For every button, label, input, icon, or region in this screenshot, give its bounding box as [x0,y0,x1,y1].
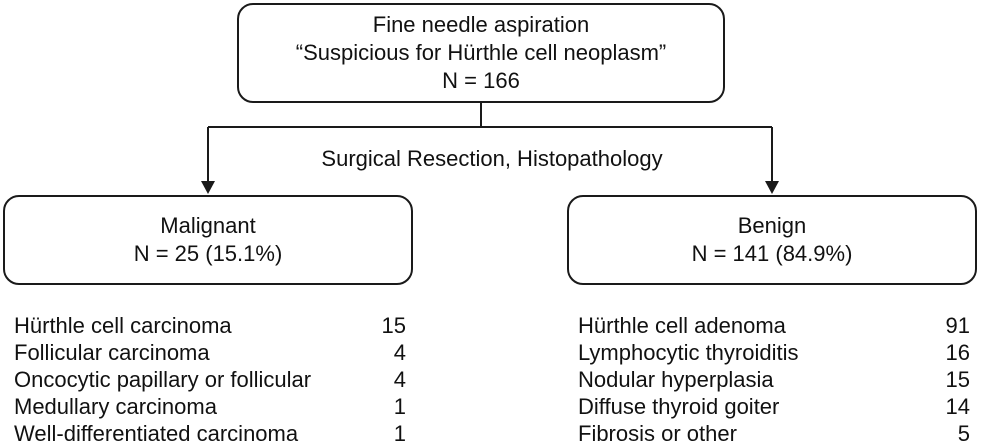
item-label: Medullary carcinoma [14,394,217,419]
item-count: 15 [945,367,970,392]
item-label: Hürthle cell carcinoma [14,313,232,338]
fna-diagnosis: “Suspicious for Hürthle cell neoplasm” [295,40,667,65]
benign-node [567,195,977,285]
list-item [14,420,406,447]
left-arrowhead-icon [201,181,215,194]
item-label: Hürthle cell adenoma [578,313,786,338]
benign-list [578,312,970,447]
list-item [578,312,970,339]
list-item [14,366,406,393]
item-label: Nodular hyperplasia [578,367,774,392]
list-item [578,393,970,420]
item-label: Fibrosis or other [578,421,737,446]
item-label: Lymphocytic thyroiditis [578,340,799,365]
benign-count: N = 141 (84.9%) [691,241,853,266]
item-count: 91 [945,313,970,338]
item-label: Well-differentiated carcinoma [14,421,299,446]
item-count: 1 [393,421,406,446]
list-item [578,366,970,393]
edge-label: Surgical Resection, Histopathology [321,146,663,171]
list-item [14,393,406,420]
list-item [14,339,406,366]
malignant-list [14,312,406,447]
item-count: 15 [381,313,406,338]
fna-count: N = 166 [442,68,520,93]
item-label: Diffuse thyroid goiter [578,394,780,419]
malignant-title: Malignant [160,213,256,238]
list-item [578,339,970,366]
malignant-node [3,195,413,285]
item-count: 4 [393,340,406,365]
list-item [578,420,970,447]
item-label: Follicular carcinoma [14,340,210,365]
item-count: 1 [393,394,406,419]
benign-title: Benign [737,213,807,238]
list-item [14,312,406,339]
item-count: 4 [393,367,406,392]
item-count: 16 [945,340,970,365]
malignant-count: N = 25 (15.1%) [133,241,283,266]
item-count: 14 [945,394,970,419]
right-arrowhead-icon [765,181,779,194]
item-label: Oncocytic papillary or follicular [14,367,312,392]
fna-node [237,3,725,103]
item-count: 5 [957,421,970,446]
fna-title: Fine needle aspiration [372,12,590,37]
